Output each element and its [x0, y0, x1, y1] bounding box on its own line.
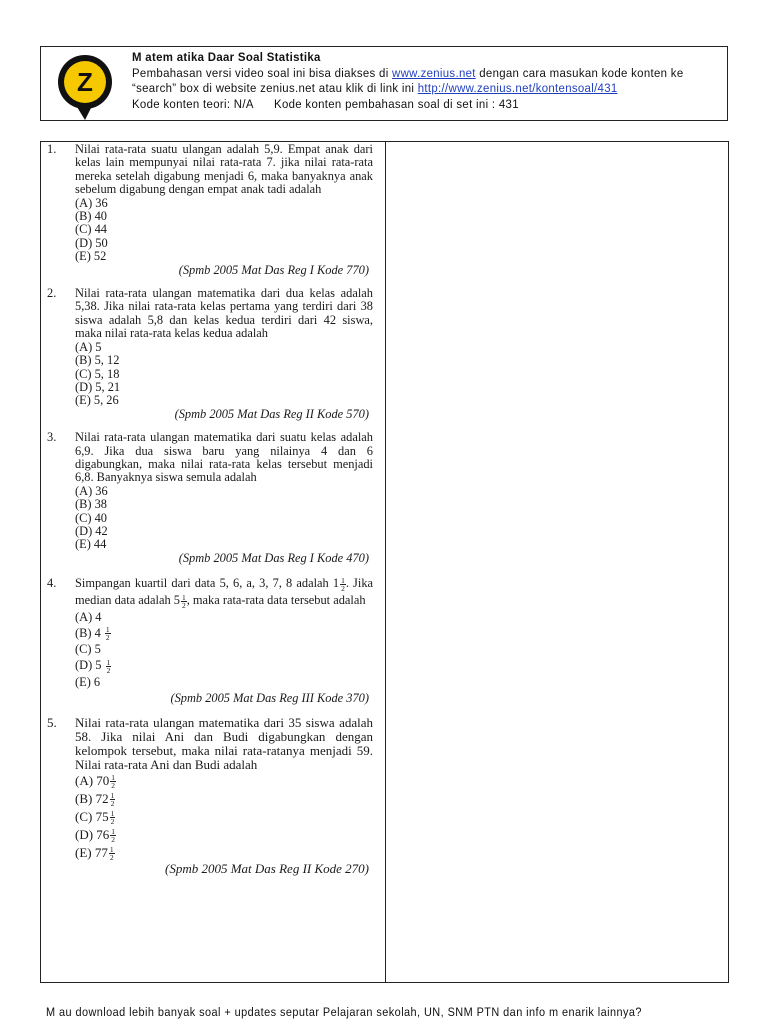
fraction: $\frac{1}{2}$	[110, 791, 115, 809]
fraction: $\frac{1}{2}$	[109, 845, 114, 863]
option-e-text: (E) 77	[75, 844, 108, 860]
option-e	[75, 844, 373, 862]
option-a-text: (A) 70	[75, 772, 110, 788]
question-stem: Nilai rata-rata ulangan matematika dari dua kelas adalah 5,38. Jika nilai rata-rata kelas pertama yang terdiri dari 38 siswa adalah 5,8 dan kelas kedua terdiri dari 42 siswa, maka nilai rata-rata kelas kedua adalah	[75, 286, 373, 341]
option-d	[75, 657, 373, 674]
option-c: (C) 40	[75, 510, 108, 525]
question-number: 2.	[47, 286, 57, 301]
fraction: $\frac{1}{2}$	[181, 592, 186, 610]
question-source: (Spmb 2005 Mat Das Reg II Kode 570)	[174, 406, 369, 421]
header-line-2-pre: Pembahasan versi video soal ini bisa diakses di	[132, 65, 393, 80]
fraction: $\frac{1}{2}$	[341, 575, 345, 593]
header-box	[40, 46, 728, 121]
logo-letter: Z	[77, 67, 93, 97]
kode-pembahasan: Kode konten pembahasan soal di set ini : 431	[274, 96, 519, 111]
question-number: 5.	[47, 714, 57, 730]
option-a: (A) 5	[75, 339, 102, 354]
option-d: (D) 42	[75, 523, 108, 538]
question-source: (Spmb 2005 Mat Das Reg II Kode 270)	[165, 860, 369, 876]
header-text	[132, 50, 728, 112]
option-d-text: (D) 5	[75, 658, 102, 673]
question-stem	[75, 575, 373, 608]
header-line-3-pre: “search” box di website zenius.net atau klik di link ini	[132, 81, 418, 95]
option-e: (E) 52	[75, 249, 107, 264]
option-b: (B) 38	[75, 497, 108, 512]
content-box	[40, 141, 729, 983]
question-number: 4.	[47, 576, 57, 591]
header-line-3	[132, 81, 728, 97]
option-a: (A) 36	[75, 483, 108, 498]
header-line-4	[132, 97, 728, 113]
option-e: (E) 5, 26	[75, 393, 119, 408]
option-a: (A) 4	[75, 609, 102, 624]
fraction: $\frac{1}{2}$	[110, 809, 115, 827]
doc-title: M atem atika Daar Soal Statistika	[132, 50, 321, 64]
option-b-text: (B) 4	[75, 625, 101, 640]
question-number: 3.	[47, 430, 57, 445]
header-line-2-post: dengan cara masukan kode konten ke	[475, 65, 684, 80]
option-c-text: (C) 75	[75, 808, 109, 824]
question-source: (Spmb 2005 Mat Das Reg III Kode 370)	[170, 690, 369, 705]
question-list	[47, 142, 373, 876]
question-source: (Spmb 2005 Mat Das Reg I Kode 770)	[178, 262, 369, 277]
fraction: $\frac{1}{2}$	[111, 827, 116, 845]
fraction: $\frac{1}{2}$	[105, 625, 110, 643]
option-b: (B) 40	[75, 209, 108, 224]
kode-teori: Kode konten teori: N/A	[132, 96, 254, 111]
option-b	[75, 790, 373, 808]
footer-text: M au download lebih banyak soal + updates seputar Pelajaran sekolah, UN, SNM PTN dan info m enarik lainnya?	[46, 1005, 642, 1019]
zenius-logo-icon	[54, 52, 122, 122]
option-e: (E) 44	[75, 537, 107, 552]
fraction: $\frac{1}{2}$	[106, 657, 111, 675]
option-b: (B) 5, 12	[75, 353, 120, 368]
question-4	[47, 575, 373, 706]
option-b-text: (B) 72	[75, 790, 109, 806]
option-c: (C) 5	[75, 642, 101, 657]
option-d-text: (D) 76	[75, 826, 110, 842]
fraction: $\frac{1}{2}$	[111, 773, 116, 791]
option-d: (D) 50	[75, 235, 108, 250]
option-c: (C) 44	[75, 222, 108, 237]
option-d: (D) 5, 21	[75, 379, 121, 394]
question-stem-c: , maka rata-rata data tersebut adalah	[186, 592, 366, 607]
zenius-link[interactable]: www.zenius.net	[392, 65, 476, 80]
question-1	[47, 143, 373, 277]
option-a	[75, 772, 373, 790]
option-e: (E) 6	[75, 674, 101, 689]
question-stem: Nilai rata-rata ulangan matematika dari suatu kelas adalah 6,9. Jika dua siswa baru yang nilainya 4 dan 6 digabungkan, maka nilai rata-rata kelas tersebut menjadi 6,8. Banyaknya siswa semula adalah	[75, 430, 373, 485]
option-a: (A) 36	[75, 195, 108, 210]
question-stem: Nilai rata-rata suatu ulangan adalah 5,9. Empat anak dari kelas lain mempunyai nilai rata-rata 7. jika nilai rata-rata mereka setelah digabung menjadi 6, maka banyaknya anak sebelum digabung dengan empat anak tadi adalah	[75, 142, 373, 197]
option-d	[75, 826, 373, 844]
option-c	[75, 808, 373, 826]
header-line-2	[132, 66, 728, 82]
option-c: (C) 5, 18	[75, 366, 120, 381]
column-divider	[385, 142, 386, 982]
question-number: 1.	[47, 142, 57, 156]
question-source: (Spmb 2005 Mat Das Reg I Kode 470)	[178, 550, 369, 565]
question-stem-b: . Jika median data adalah 5	[75, 576, 374, 607]
question-stem-a: Simpangan kuartil dari data 5, 6, a, 3, 7, 8 adalah 1	[75, 576, 340, 591]
option-b	[75, 625, 373, 642]
question-stem: Nilai rata-rata ulangan matematika dari 35 siswa adalah 58. Jika nilai Ani dan Budi digabungkan dengan kelompok tersebut, maka nilai rata-ratanya menjadi 59. Nilai rata-rata Ani dan Budi adalah	[75, 714, 373, 772]
question-2	[47, 287, 373, 421]
question-5	[47, 716, 373, 876]
kontensoal-link[interactable]: http://www.zenius.net/kontensoal/431	[417, 81, 618, 95]
question-3	[47, 431, 373, 565]
